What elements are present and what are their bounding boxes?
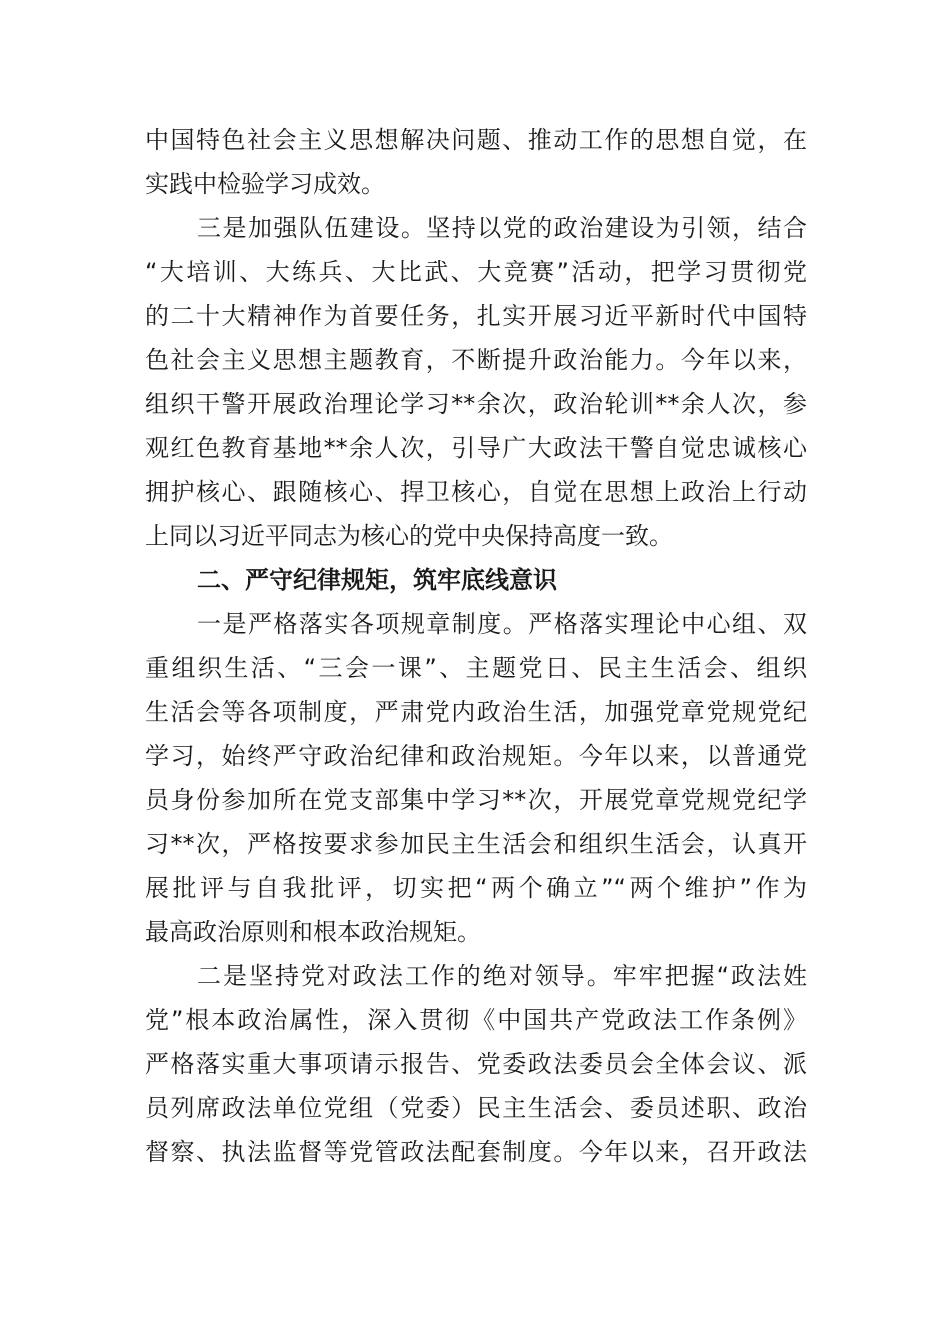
text-line: 学习，始终严守政治纪律和政治规矩。今年以来，以普通党 [145,742,807,770]
text-line: 督察、执法监督等党管政法配套制度。今年以来，召开政法 [145,1138,807,1166]
paragraph-first-line: 一是严格落实各项规章制度。严格落实理论中心组、双 [197,610,807,638]
paragraph-first-line: 二是坚持党对政法工作的绝对领导。牢牢把握“政法姓 [197,962,807,990]
text-line: 严格落实重大事项请示报告、党委政法委员会全体会议、派 [145,1050,807,1078]
document-body [145,118,807,1174]
text-line: 员身份参加所在党支部集中学习**次，开展党章党规党纪学 [145,786,807,814]
text-line: 观红色教育基地**余人次，引导广大政法干警自觉忠诚核心 [145,434,807,462]
text-line: 实践中检验学习成效。 [145,170,385,198]
text-line: 的二十大精神作为首要任务，扎实开展习近平新时代中国特 [145,302,807,330]
text-line: 展批评与自我批评，切实把“两个确立”“两个维护”作为 [145,874,807,902]
text-line: 拥护核心、跟随核心、捍卫核心，自觉在思想上政治上行动 [145,478,807,506]
paragraph-first-line: 三是加强队伍建设。坚持以党的政治建设为引领，结合 [197,214,807,242]
text-line: 组织干警开展政治理论学习**余次，政治轮训**余人次，参 [145,390,807,418]
text-line: 色社会主义思想主题教育，不断提升政治能力。今年以来， [145,346,807,374]
text-line: 习**次，严格按要求参加民主生活会和组织生活会，认真开 [145,830,807,858]
text-line: 中国特色社会主义思想解决问题、推动工作的思想自觉，在 [145,126,807,154]
text-line: 上同以习近平同志为核心的党中央保持高度一致。 [145,522,673,550]
text-line: 党”根本政治属性，深入贯彻《中国共产党政法工作条例》 [145,1006,807,1034]
text-line: “大培训、大练兵、大比武、大竞赛”活动，把学习贯彻党 [145,258,807,286]
text-line: 最高政治原则和根本政治规矩。 [145,918,481,946]
text-line: 员列席政法单位党组（党委）民主生活会、委员述职、政治 [145,1094,807,1122]
text-line: 重组织生活、“三会一课”、主题党日、民主生活会、组织 [145,654,807,682]
section-heading: 二、严守纪律规矩，筑牢底线意识 [197,566,557,594]
text-line: 生活会等各项制度，严肃党内政治生活，加强党章党规党纪 [145,698,807,726]
